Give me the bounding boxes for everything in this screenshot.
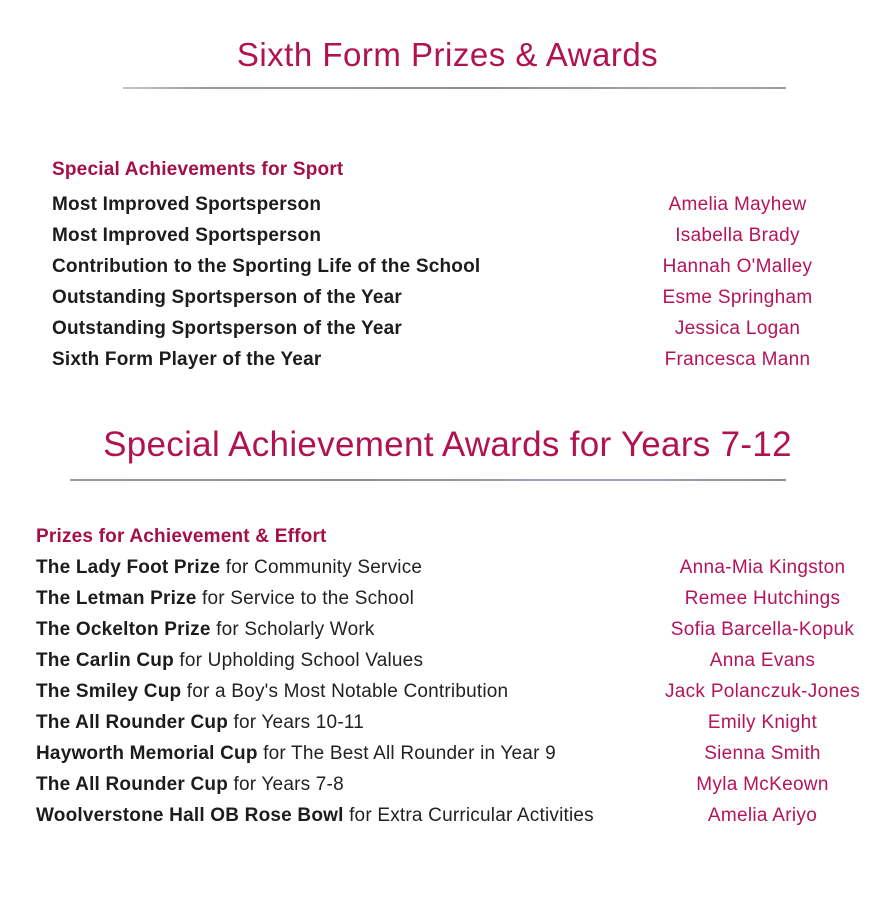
recipient-name: Jessica Logan (674, 318, 801, 339)
recipient-name: Isabella Brady (675, 225, 800, 246)
recipient-name: Amelia Ariyo (707, 805, 818, 826)
recipient-name: Anna Evans (709, 650, 816, 671)
award-label: The All Rounder Cup (36, 774, 229, 795)
recipient-name: Anna-Mia Kingston (679, 557, 846, 578)
award-row (0, 344, 895, 375)
award-row (0, 282, 895, 313)
award-label: The Lady Foot Prize (36, 557, 221, 578)
award-row (0, 707, 895, 738)
section-sport-achievements (0, 154, 895, 375)
section-achievement-effort (0, 521, 895, 831)
award-detail: for Years 10-11 (228, 712, 364, 733)
section-heading: Prizes for Achievement & Effort (36, 526, 327, 547)
award-label: Most Improved Sportsperson (52, 225, 322, 246)
award-label: Woolverstone Hall OB Rose Bowl (36, 805, 344, 826)
award-detail: for Upholding School Values (173, 650, 424, 671)
award-label: Hayworth Memorial Cup (36, 743, 258, 764)
award-row (0, 738, 895, 769)
page-title: Sixth Form Prizes & Awards (236, 36, 659, 73)
award-row (0, 614, 895, 645)
section-heading: Special Achievements for Sport (52, 159, 344, 180)
title-divider (123, 87, 786, 89)
award-row (0, 800, 895, 831)
recipient-name: Hannah O'Malley (662, 256, 813, 277)
award-row (0, 583, 895, 614)
recipient-name: Jack Polanczuk-Jones (664, 681, 861, 702)
award-detail: for a Boy's Most Notable Contribution (181, 681, 509, 702)
recipient-name: Amelia Mayhew (668, 194, 807, 215)
secondary-title-divider (70, 479, 786, 481)
award-detail: for Service to the School (196, 588, 415, 609)
award-row (0, 676, 895, 707)
award-detail: for Scholarly Work (210, 619, 375, 640)
award-label: Contribution to the Sporting Life of the School (52, 256, 481, 277)
recipient-name: Sofia Barcella-Kopuk (670, 619, 855, 640)
award-row (0, 552, 895, 583)
award-row (0, 189, 895, 220)
award-label: The Carlin Cup (36, 650, 174, 671)
recipient-name: Remee Hutchings (684, 588, 841, 609)
recipient-name: Sienna Smith (704, 743, 821, 764)
award-row (0, 645, 895, 676)
recipient-name: Francesca Mann (664, 349, 811, 370)
award-row (0, 220, 895, 251)
secondary-page-title: Special Achievement Awards for Years 7-12 (103, 425, 792, 464)
recipient-name: Esme Springham (662, 287, 813, 308)
award-detail: for Years 7-8 (228, 774, 344, 795)
recipient-name: Myla McKeown (696, 774, 829, 795)
award-label: Most Improved Sportsperson (52, 194, 322, 215)
award-label: Sixth Form Player of the Year (52, 349, 322, 370)
award-row (0, 769, 895, 800)
award-detail: for Extra Curricular Activities (343, 805, 594, 826)
award-label: The Ockelton Prize (36, 619, 211, 640)
award-label: Outstanding Sportsperson of the Year (52, 318, 402, 339)
award-label: The Letman Prize (36, 588, 197, 609)
award-row (0, 251, 895, 282)
award-detail: for The Best All Rounder in Year 9 (257, 743, 556, 764)
award-label: The Smiley Cup (36, 681, 182, 702)
award-label: The All Rounder Cup (36, 712, 229, 733)
award-detail: for Community Service (220, 557, 423, 578)
recipient-name: Emily Knight (707, 712, 818, 733)
award-row (0, 313, 895, 344)
award-label: Outstanding Sportsperson of the Year (52, 287, 402, 308)
